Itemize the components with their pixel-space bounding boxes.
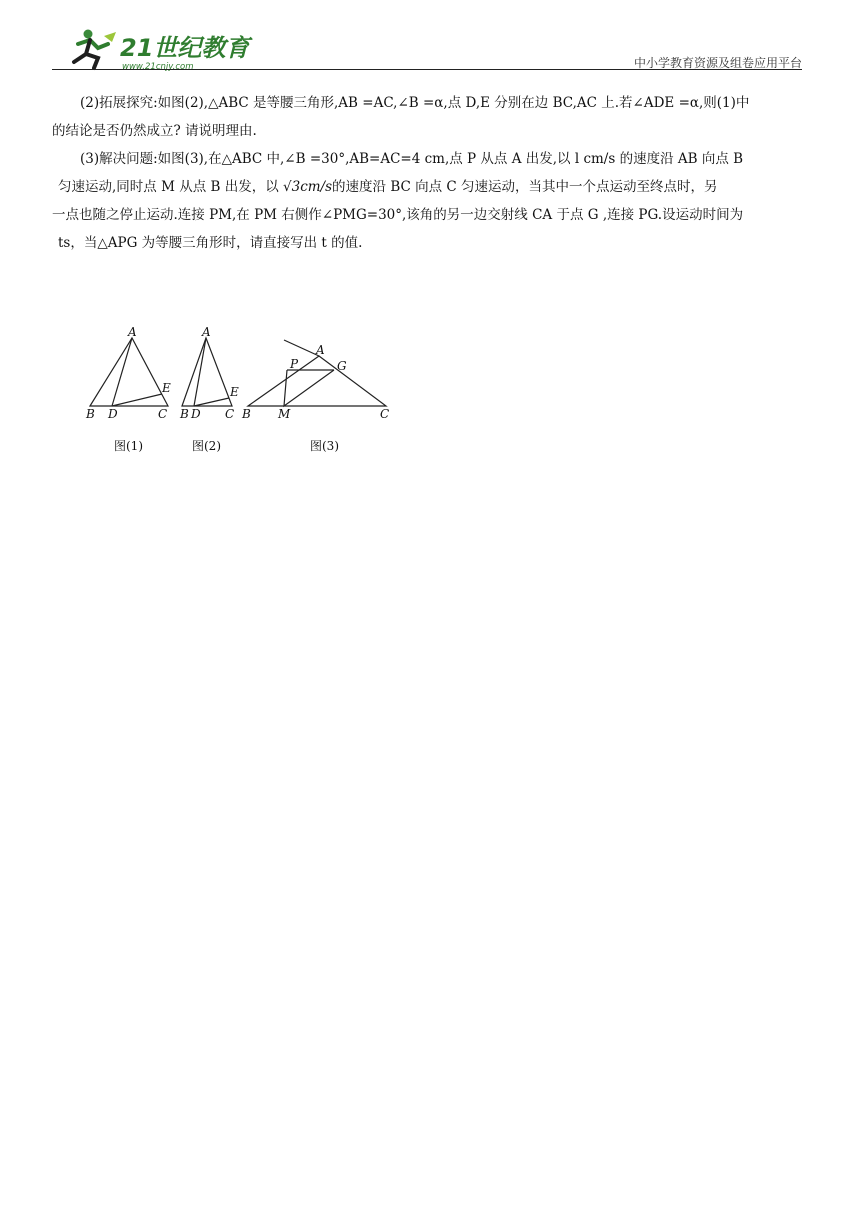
- fig2-label-e: E: [230, 385, 239, 399]
- fig2-label-b: B: [180, 407, 189, 421]
- fig2-label-c: C: [225, 407, 235, 421]
- fig1-segment-de: [112, 394, 162, 406]
- fig2-segment-de: [194, 398, 229, 406]
- fig3-label-p: P: [290, 357, 299, 371]
- fig2-caption: 图(2): [192, 439, 221, 453]
- fig3-label-a: A: [316, 343, 325, 357]
- fig1-label-c: C: [158, 407, 168, 421]
- part3-line1: (3)解决问题:如图(3),在△ABC 中,∠B =30°,AB=AC=4 cm,点 P 从点 A 出发,以 l cm/s 的速度沿 AB 向点 B: [80, 151, 744, 167]
- part3-line3: 一点也随之停止运动.连接 PM,在 PM 右侧作∠PMG=30°,该角的另一边交射线 CA 于点 G ,连接 PG.设运动时间为: [52, 207, 744, 223]
- part3-line2-a: 匀速运动,同时点 M 从点 B 出发，以: [58, 179, 283, 195]
- problem-text: [52, 90, 806, 258]
- logo-url-text: www.21cnjy.com: [122, 62, 194, 72]
- part2-line2: 的结论是否仍然成立? 请说明理由.: [52, 123, 257, 139]
- platform-name: 中小学教育资源及组卷应用平台: [633, 56, 802, 70]
- fig2-label-a: A: [202, 325, 211, 339]
- fig2-segment-ad: [194, 338, 206, 406]
- figures-svg: [84, 326, 404, 456]
- fig3-label-m: M: [278, 407, 291, 421]
- fig3-ray-ca: [284, 340, 319, 356]
- fig1-label-e: E: [162, 381, 171, 395]
- fig2-triangle: [182, 338, 232, 406]
- fig3-label-b: B: [242, 407, 251, 421]
- logo-21cnjy: [64, 26, 250, 72]
- speed-formula: √3cm/s: [283, 179, 333, 195]
- fig3-label-c: C: [380, 407, 390, 421]
- fig3-caption: 图(3): [310, 439, 339, 453]
- fig3-label-g: G: [337, 359, 347, 373]
- part3-line2: [52, 174, 806, 200]
- fig1-caption: 图(1): [114, 439, 143, 453]
- fig1-label-b: B: [86, 407, 95, 421]
- part3-line4: ts，当△APG 为等腰三角形时，请直接写出 t 的值.: [58, 235, 363, 251]
- fig3-triangle: [248, 356, 386, 406]
- fig1-label-d: D: [108, 407, 118, 421]
- fig1-label-a: A: [128, 325, 137, 339]
- header-divider: [52, 69, 802, 70]
- figures: [84, 326, 404, 456]
- page-header: [52, 24, 802, 72]
- part3-line2-b: 的速度沿 BC 向点 C 匀速运动，当其中一个点运动至终点时，另: [332, 179, 718, 195]
- part2-line1: (2)拓展探究:如图(2),△ABC 是等腰三角形,AB =AC,∠B =α,点 D,E 分别在边 BC,AC 上.若∠ADE =α,则(1)中: [80, 95, 750, 111]
- fig2-label-d: D: [191, 407, 201, 421]
- logo-text: 21世纪教育: [120, 34, 250, 62]
- fig1-segment-ad: [112, 338, 132, 406]
